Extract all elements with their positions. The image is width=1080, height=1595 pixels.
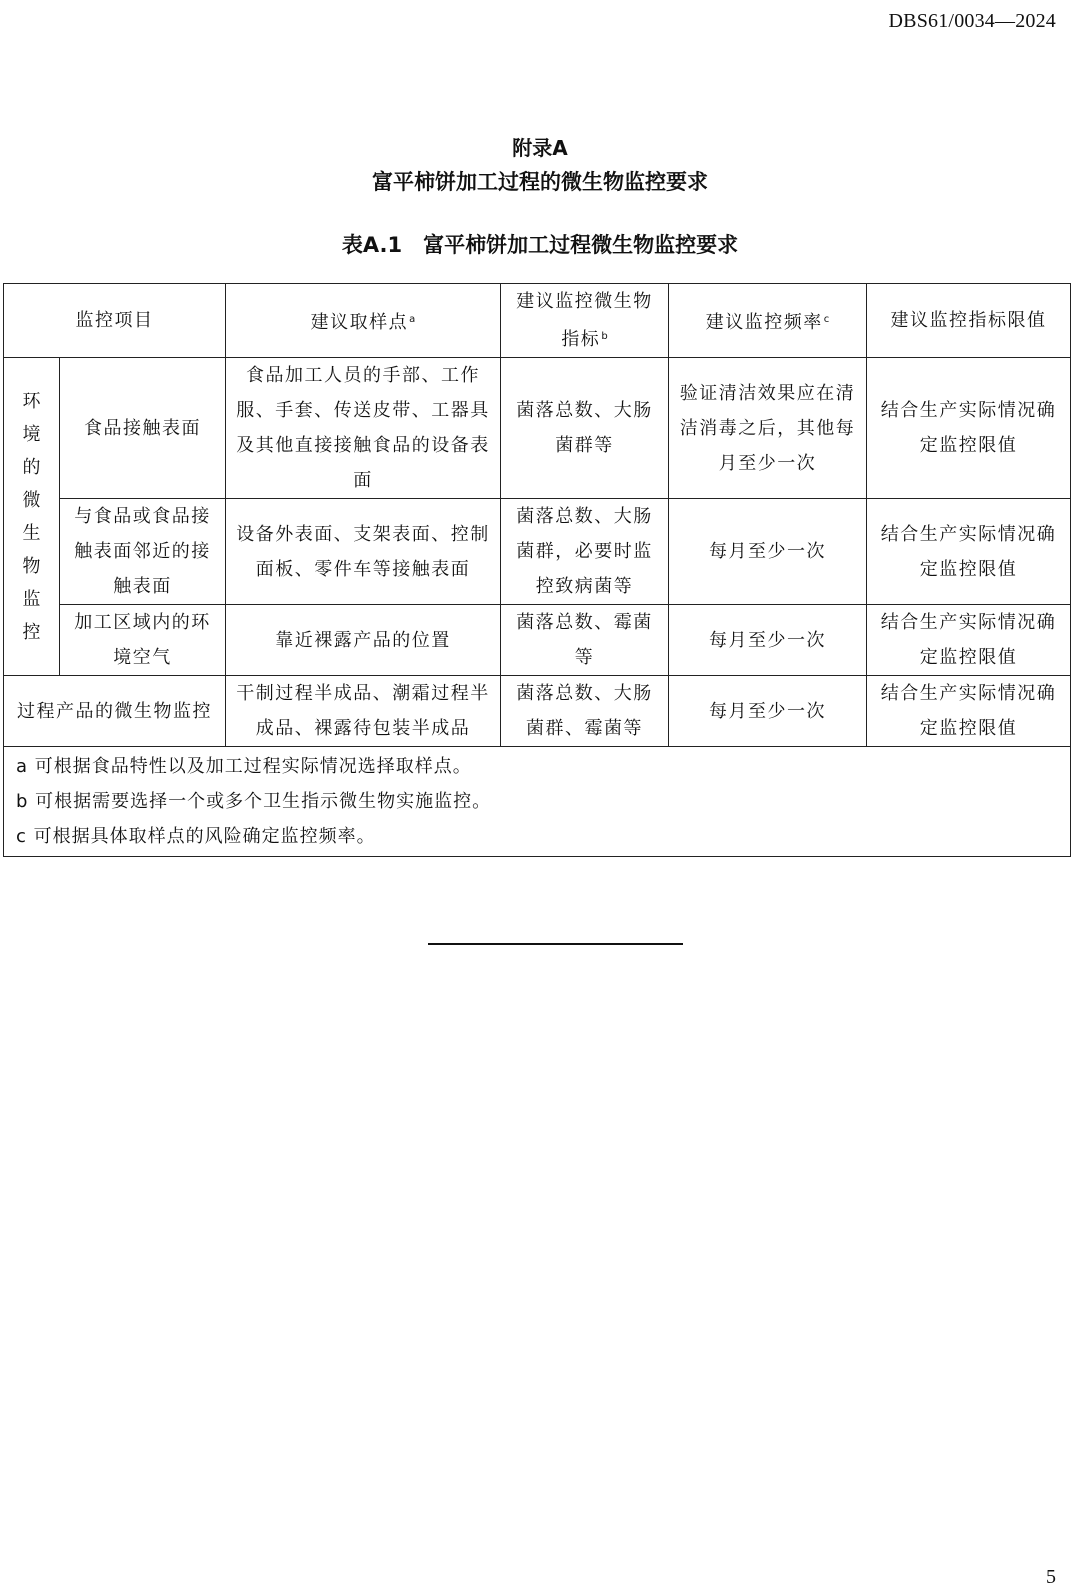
cell-limit: 结合生产实际情况确定监控限值 bbox=[867, 499, 1071, 605]
cell-frequency: 验证清洁效果应在清洁消毒之后，其他每月至少一次 bbox=[669, 358, 867, 499]
footnote-mark-b: b bbox=[601, 331, 608, 342]
table-row bbox=[4, 605, 1071, 676]
cell-item: 加工区域内的环境空气 bbox=[60, 605, 226, 676]
group-label-environment-monitoring: 环 境 的 微 生 物 监 控 bbox=[4, 358, 60, 676]
table-row-process-product bbox=[4, 676, 1071, 747]
note-b: b 可根据需要选择一个或多个卫生指示微生物实施监控。 bbox=[16, 791, 492, 812]
cell-indicator: 菌落总数、大肠菌群、霉菌等 bbox=[501, 676, 669, 747]
cell-sampling: 设备外表面、支架表面、控制面板、零件车等接触表面 bbox=[226, 499, 501, 605]
table-row bbox=[4, 499, 1071, 605]
cell-limit: 结合生产实际情况确定监控限值 bbox=[867, 358, 1071, 499]
page-number: 5 bbox=[1046, 1566, 1056, 1588]
cell-indicator: 菌落总数、大肠菌群等 bbox=[501, 358, 669, 499]
table-row bbox=[4, 358, 1071, 499]
cell-sampling: 靠近裸露产品的位置 bbox=[226, 605, 501, 676]
cell-limit: 结合生产实际情况确定监控限值 bbox=[867, 676, 1071, 747]
cell-indicator: 菌落总数、霉菌等 bbox=[501, 605, 669, 676]
cell-item: 与食品或食品接触表面邻近的接触表面 bbox=[60, 499, 226, 605]
header-cell-indicator: 建议监控微生物指标$^b$ bbox=[501, 284, 669, 358]
footnote-mark-a: a bbox=[409, 313, 416, 325]
header-cell-limit: 建议监控指标限值 bbox=[867, 284, 1071, 358]
cell-item: 食品接触表面 bbox=[60, 358, 226, 499]
cell-frequency: 每月至少一次 bbox=[669, 676, 867, 747]
note-c: c 可根据具体取样点的风险确定监控频率。 bbox=[16, 826, 376, 847]
table-header-row bbox=[4, 284, 1071, 358]
cell-frequency: 每月至少一次 bbox=[669, 605, 867, 676]
table-caption: 表A.1 富平柿饼加工过程微生物监控要求 bbox=[341, 233, 739, 257]
cell-indicator: 菌落总数、大肠菌群，必要时监控致病菌等 bbox=[501, 499, 669, 605]
cell-frequency: 每月至少一次 bbox=[669, 499, 867, 605]
end-rule bbox=[428, 943, 683, 945]
monitoring-requirements-table bbox=[3, 283, 1071, 857]
note-a: a 可根据食品特性以及加工过程实际情况选择取样点。 bbox=[16, 756, 472, 777]
table-notes bbox=[4, 747, 1071, 857]
appendix-label: 附录A bbox=[512, 136, 568, 160]
cell-limit: 结合生产实际情况确定监控限值 bbox=[867, 605, 1071, 676]
header-cell-item: 监控项目 bbox=[4, 284, 226, 358]
cell-item: 过程产品的微生物监控 bbox=[4, 676, 226, 747]
header-cell-frequency: 建议监控频率$^c$ bbox=[669, 284, 867, 358]
footnote-mark-c: c bbox=[823, 313, 830, 325]
table-notes-row bbox=[4, 747, 1071, 857]
header-cell-sampling: 建议取样点$^a$ bbox=[226, 284, 501, 358]
appendix-title: 富平柿饼加工过程的微生物监控要求 bbox=[372, 170, 708, 194]
document-code: DBS61/0034—2024 bbox=[888, 10, 1056, 32]
cell-sampling: 食品加工人员的手部、工作服、手套、传送皮带、工器具及其他直接接触食品的设备表面 bbox=[226, 358, 501, 499]
cell-sampling: 干制过程半成品、潮霜过程半成品、裸露待包装半成品 bbox=[226, 676, 501, 747]
